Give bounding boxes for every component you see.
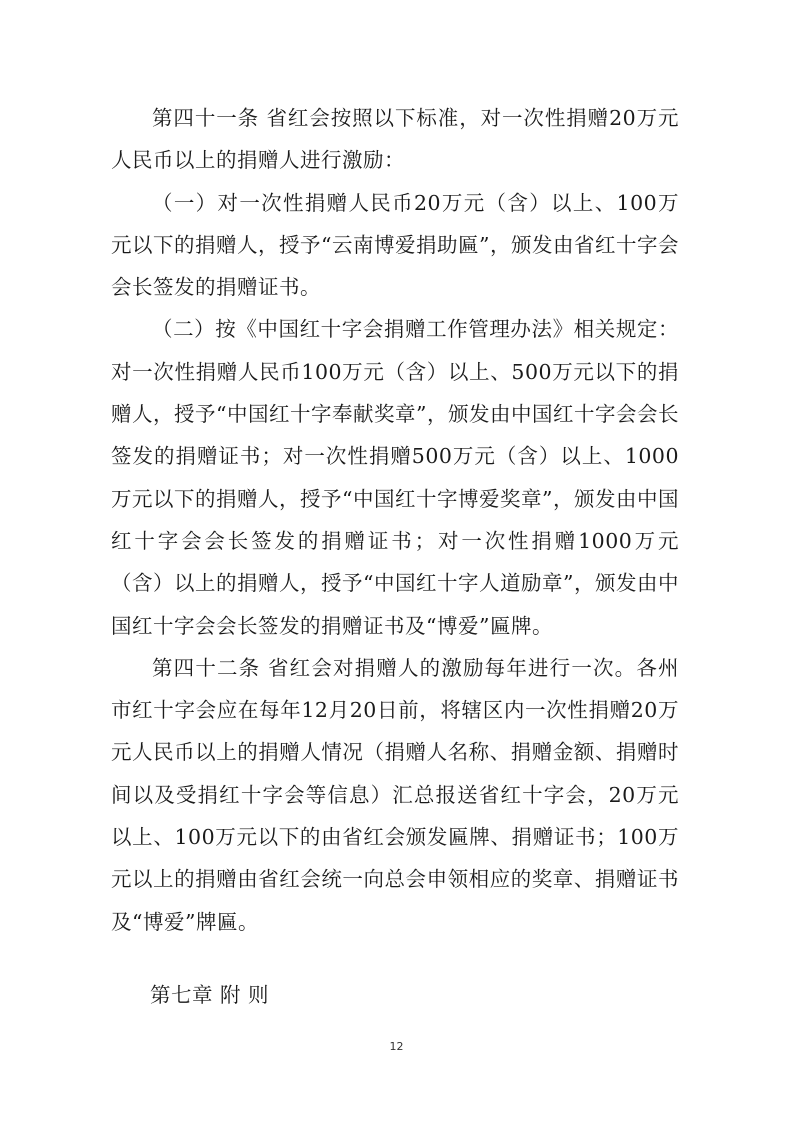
article-41-item-1-paragraph: （一）对一次性捐赠人民币20万元（含）以上、100万元以下的捐赠人，授予“云南博爱捐助匾”，颁发由省红十字会会长签发的捐赠证书。 bbox=[111, 190, 679, 300]
article-41-item-2-paragraph: （二）按《中国红十字会捐赠工作管理办法》相关规定：对一次性捐赠人民币100万元（含）以上、500万元以下的捐赠人，授予“中国红十字奉献奖章”，颁发由中国红十字会会长签发的捐赠证书；对一次性捐赠500万元（含）以上、1000万元以下的捐赠人，授予“中国红十字博爱奖章”，颁发由中国红十字会会长签发的捐赠证书；对一次性捐赠1000万元（含）以上的捐赠人，授予“中国红十字人道励章”，颁发由中国红十字会会长签发的捐赠证书及“博爱”匾牌。 bbox=[111, 317, 679, 638]
chapter-heading: 第七章 附 则 bbox=[150, 983, 270, 1007]
document-body bbox=[111, 97, 679, 943]
article-42-paragraph: 第四十二条 省红会对捐赠人的激励每年进行一次。各州市红十字会应在每年12月20日前，将辖区内一次性捐赠20万元人民币以上的捐赠人情况（捐赠人名称、捐赠金额、捐赠时间以及受捐红十字会等信息）汇总报送省红十字会，20万元以上、100万元以下的由省红会颁发匾牌、捐赠证书；100万元以上的捐赠由省红会统一向总会申领相应的奖章、捐赠证书及“博爱”牌匾。 bbox=[111, 655, 679, 934]
article-41-paragraph: 第四十一条 省红会按照以下标准，对一次性捐赠20万元人民币以上的捐赠人进行激励： bbox=[111, 106, 679, 173]
page-number: 12 bbox=[389, 1040, 404, 1053]
